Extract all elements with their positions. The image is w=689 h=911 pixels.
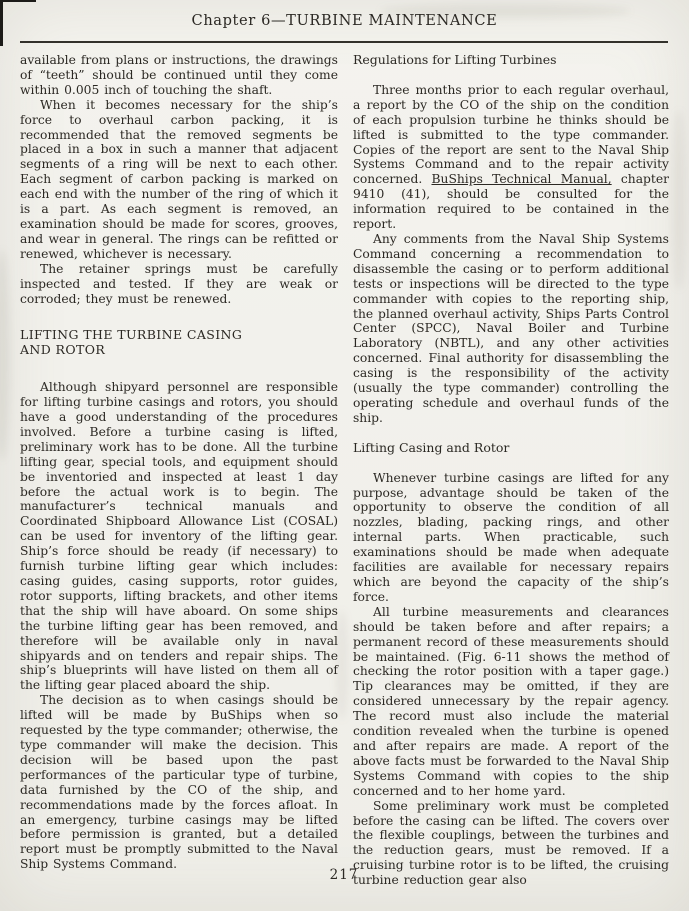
subsection-heading-regulations: Regulations for Lifting Turbines (353, 52, 557, 67)
body-paragraph: Some preliminary work must be completed before the casing can be lifted. The covers over the flexible couplings, between the turbines and the reduction gears, must be removed. If a cruising turbine rotor is to be lifted, the cruising turbine reduction gear also (353, 798, 669, 888)
scan-smudge (0, 250, 10, 460)
right-column (353, 52, 670, 888)
scan-artifact-top-edge (0, 0, 36, 2)
body-paragraph: The retainer springs must be carefully inspected and tested. If they are weak or corroded; they must be renewed. (20, 261, 338, 306)
body-paragraph (353, 83, 669, 232)
body-paragraph: The decision as to when casings should be lifted will be made by BuShips when so requested by the type commander; otherwise, the type commander will make the decision. This decision will be based upon the past performances of the particular type of turbine, data furnished by the CO of the ship, and recommendations made by the forces afloat. In an emergency, turbine casings may be lifted before permission is granted, but a detailed report must be promptly submitted to the Naval Ship Systems Command. (20, 693, 338, 872)
two-column-text-block (20, 52, 670, 888)
section-heading-lifting-turbine-casing (20, 328, 338, 358)
subsection-heading-lifting-casing-rotor: Lifting Casing and Rotor (353, 439, 510, 455)
scan-smudge (672, 110, 686, 290)
paragraph-text: Three months prior to each regular overhaul, a report by the CO of the ship on the condition of each propulsion turbine he thinks should be lifted is submitted to the type commander. Copies of the report are sent to the Naval Ship Systems Command and to the repair activity concerned. (353, 82, 669, 187)
paragraph-text: chapter 9410 (41), should be consulted for the information required to be contained in the report. (353, 172, 670, 232)
section-heading-line: LIFTING THE TURBINE CASING (20, 327, 243, 343)
chapter-header: Chapter 6—TURBINE MAINTENANCE (191, 12, 498, 29)
page-number: 217 (329, 867, 359, 883)
body-paragraph: Any comments from the Naval Ship Systems Command concerning a recommendation to disassemble the casing or to perform additional tests or inspections will be directed to the type commander with copies to the reporting ship, the planned overhaul activity, Ships Parts Control Center (SPCC), Naval Boiler and Turbine Laboratory (NBTL), and any other activities concerned. Final authority for disassembling the casing is the responsibility of the activity (usually the type commander) controlling the operating schedule and overhaul funds of the ship. (353, 231, 669, 425)
header-rule (20, 41, 668, 43)
underlined-manual-reference: BuShips Technical Manual, (431, 172, 612, 187)
section-heading-line: AND ROTOR (20, 342, 106, 358)
left-column (20, 53, 338, 875)
body-paragraph: When it becomes necessary for the ship’s force to overhaul carbon packing, it is recommended that the removed segments be placed in a box in such a manner that adjacent segments of a ring will be next to each other. Each segment of carbon packing is marked on each end with the number of the ring of which it is a part. As each segment is removed, an examination should be made for scores, grooves, and wear in general. The rings can be refitted or renewed, whichever is necessary. (20, 97, 338, 261)
body-paragraph: Although shipyard personnel are responsible for lifting turbine casings and rotors, you should have a good understanding of the procedures involved. Before a turbine casing is lifted, preliminary work has to be done. All the turbine lifting gear, special tools, and equipment should be inventoried and inspected at least 1 day before the actual work is to begin. The manufacturer’s technical manuals and Coordinated Shipboard Allowance List (COSAL) can be used for inventory of the lifting gear. Ship’s force should be ready (if necessary) to furnish turbine lifting gear which includes: casing guides, casing supports, rotor guides, rotor supports, lifting brackets, and other items that the ship will have aboard. On some ships the turbine lifting gear has been removed, and therefore will be available only in naval shipyards and on tenders and repair ships. The ship’s blueprints will have listed on them all of the lifting gear placed aboard the ship. (20, 380, 338, 693)
body-paragraph: All turbine measurements and clearances should be taken before and after repairs; a permanent record of these measurements should be maintained. (Fig. 6-11 shows the method of checking the rotor position with a taper gage.) Tip clearances may be omitted, if they are considered unnecessary by the repair agency. The record must also include the material condition revealed when the turbine is opened and after repairs are made. A report of the above facts must be forwarded to the Naval Ship Systems Command with copies to the ship concerned and to her home yard. (353, 604, 669, 798)
body-paragraph: Whenever turbine casings are lifted for any purpose, advantage should be taken of the opportunity to observe the condition of all nozzles, blading, packing rings, and other internal parts. When practicable, such examinations should be made when adequate facilities are available for necessary repairs which are beyond the capacity of the ship’s force. (353, 470, 669, 604)
body-paragraph: available from plans or instructions, the drawings of “teeth” should be continued until they come within 0.005 inch of touching the shaft. (20, 53, 338, 97)
